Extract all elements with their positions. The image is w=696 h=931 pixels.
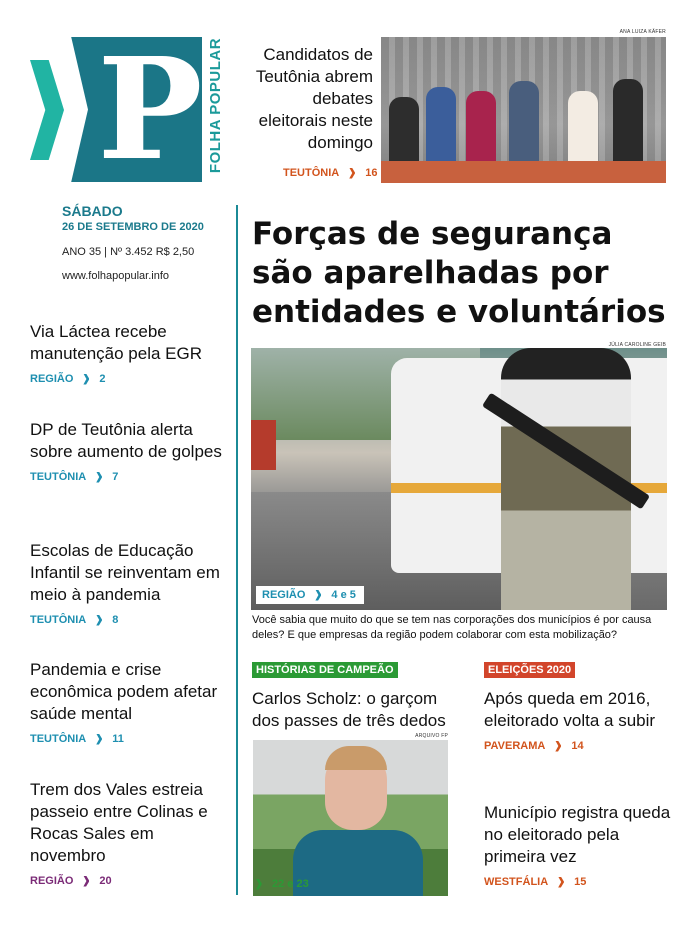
side-story-page: 2 [99,373,106,385]
top-photo-credit: ANA LUIZA KÄFER [619,29,666,35]
election-story-section: PAVERAMA [484,740,546,752]
carlos-scholz-photo[interactable] [253,740,448,896]
edition-info: ANO 35 | Nº 3.452 R$ 2,50 [62,246,195,258]
top-teaser-headline[interactable]: Candidatos de Teutônia abrem debates eleitorais neste domingo [255,45,373,152]
chevron-right-icon [96,615,102,626]
election-story-headline[interactable]: Município registra queda no eleitorado pela primeira vez [484,803,671,866]
historias-photo-credit: ARQUIVO FP [415,733,448,739]
side-story[interactable] [30,419,230,483]
chevron-right-icon [555,741,561,752]
side-story-headline[interactable]: Pandemia e crise econômica podem afetar saúde mental [30,660,218,723]
side-story[interactable] [30,321,230,385]
side-story-headline[interactable]: Trem dos Vales estreia passeio entre Colinas e Rocas Sales em novembro [30,780,208,865]
chevron-right-icon [349,168,355,179]
side-story[interactable] [30,540,230,626]
main-story-tag [256,586,364,604]
main-story-pages: 4 e 5 [331,589,356,601]
main-headline[interactable]: Forças de segurança são aparelhadas por entidades e voluntários [252,216,666,330]
side-story-headline[interactable]: Via Láctea recebe manutenção pela EGR [30,322,202,363]
chevron-right-icon [83,876,89,887]
election-story[interactable] [484,688,674,752]
side-story-section: TEUTÔNIA [30,614,87,626]
edition-date: 26 DE SETEMBRO DE 2020 [62,221,204,233]
side-story-section: REGIÃO [30,373,74,385]
security-forces-photo[interactable] [251,348,667,610]
side-story-headline[interactable]: DP de Teutônia alerta sobre aumento de golpes [30,420,222,461]
website-link[interactable]: www.folhapopular.info [62,270,170,282]
side-story-section: TEUTÔNIA [30,733,87,745]
candidates-photo[interactable] [381,37,666,183]
election-story-page: 15 [574,876,587,888]
side-story-page: 11 [112,733,124,745]
newspaper-name [203,37,227,182]
top-teaser-page: 16 [365,167,378,179]
election-story-headline[interactable]: Após queda em 2016, eleitorado volta a subir [484,689,656,730]
side-story-section: REGIÃO [30,875,74,887]
side-story-section: TEUTÔNIA [30,471,87,483]
column-divider [236,205,238,895]
top-teaser-section: TEUTÔNIA [283,167,340,179]
main-story-section: REGIÃO [262,589,306,601]
top-teaser-tag [283,167,377,179]
historias-label[interactable]: HISTÓRIAS DE CAMPEÃO [252,662,398,678]
edition-day: SÁBADO [62,203,123,219]
main-photo-caption: Você sabia que muito do que se tem nas corporações dos municípios é por causa deles? E que empresas da região podem colaborar com esta mobilização? [252,614,652,641]
side-story[interactable] [30,659,230,745]
side-story-page: 7 [112,471,119,483]
logo-chevron-icon [30,60,64,160]
historias-headline[interactable]: Carlos Scholz: o garçom dos passes de três dedos [252,689,446,730]
side-story[interactable] [30,779,230,887]
side-story-headline[interactable]: Escolas de Educação Infantil se reinventam em meio à pandemia [30,541,220,604]
election-story-section: WESTFÁLIA [484,876,549,888]
historias-pages: 22 e 23 [272,878,309,890]
side-story-page: 8 [112,614,119,626]
chevron-right-icon [256,879,262,890]
chevron-right-icon [96,734,102,745]
main-photo-credit: JÚLIA CAROLINE GEIB [608,342,666,348]
chevron-right-icon [315,590,321,601]
historias-tag [256,878,309,890]
logo-letter[interactable]: P [97,28,203,192]
eleicoes-label[interactable]: ELEIÇÕES 2020 [484,662,575,678]
chevron-right-icon [83,374,89,385]
election-story-page: 14 [571,740,584,752]
newspaper-name-text: FOLHA POPULAR [207,37,224,174]
chevron-right-icon [558,877,564,888]
chevron-right-icon [96,472,102,483]
election-story[interactable] [484,802,674,888]
side-story-page: 20 [99,875,112,887]
